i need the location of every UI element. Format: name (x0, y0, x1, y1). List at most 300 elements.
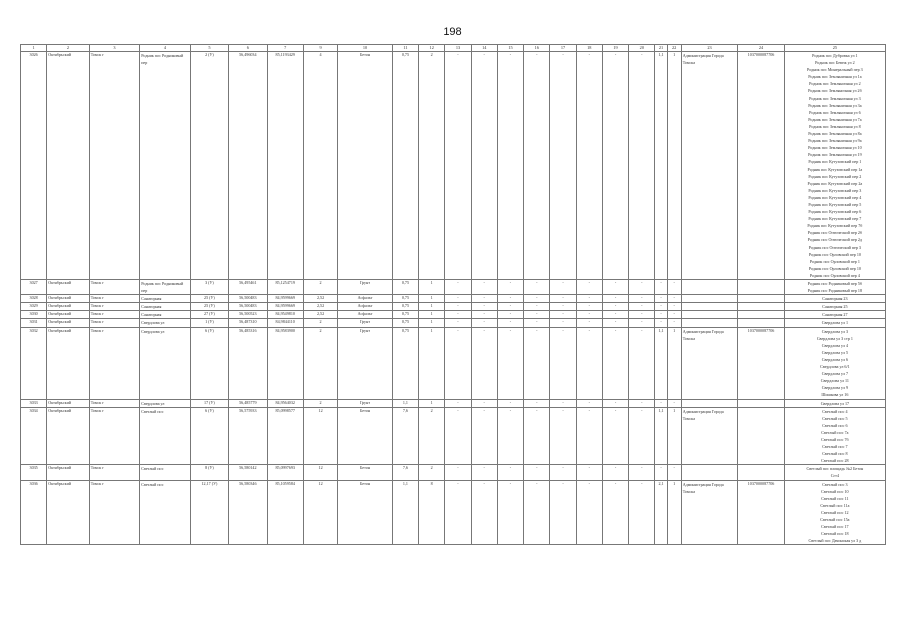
table-cell: Октябрьский (47, 399, 89, 407)
table-cell: Асфальт (338, 311, 393, 319)
table-cell: Родник пос Родниковый пер (140, 52, 191, 280)
column-number-cell: 16 (524, 45, 550, 52)
address-line: Сгт4 (830, 473, 839, 479)
column-number-cell: 4 (140, 45, 191, 52)
address-list-cell (784, 52, 885, 280)
address-line: Свердлова ул 6/1 (820, 364, 850, 370)
table-cell: - (629, 303, 655, 311)
table-cell: Грунт (338, 319, 393, 327)
table-cell: Томск г (89, 295, 140, 303)
address-line: Свердлова ул 1 (821, 320, 849, 326)
address-line: Родник пос Кутузовский пер 5 (808, 201, 862, 207)
address-line: Светлый пос 3 (822, 481, 848, 487)
address-list-cell (784, 327, 885, 399)
table-cell: Асфальт (338, 295, 393, 303)
address-line: Светлый пос 18 (821, 531, 849, 537)
table-cell: - (550, 480, 576, 545)
table-cell: Томск г (89, 407, 140, 465)
table-row (21, 280, 886, 295)
address-line: Родник пос Оптический пер 2б (807, 230, 863, 236)
table-cell: Свердлова ул (140, 327, 191, 399)
table-cell: 56,580142 (229, 465, 267, 480)
column-number-cell: 22 (667, 45, 681, 52)
table-cell: - (524, 52, 550, 280)
address-line: Шишкова ул 16 (821, 392, 849, 398)
table-cell: Томск г (89, 311, 140, 319)
address-list-cell (784, 311, 885, 319)
table-cell: - (629, 280, 655, 295)
table-cell: - (602, 295, 628, 303)
table-cell: 3026 (21, 52, 47, 280)
address-line: Родник пос Орловский пер 1 (809, 258, 860, 264)
table-cell: - (576, 465, 602, 480)
table-cell: 7,6 (392, 465, 418, 480)
table-cell: Октябрьский (47, 480, 89, 545)
address-line: Родник пос Кутузовский пер 2 (808, 173, 862, 179)
table-cell: - (524, 295, 550, 303)
table-cell: - (471, 399, 497, 407)
address-line: Родник пос Земляничная ул 2 (809, 81, 861, 87)
table-cell: - (497, 52, 523, 280)
table-cell (738, 303, 784, 311)
table-cell: - (629, 311, 655, 319)
table-cell: 56,485316 (229, 327, 267, 399)
table-cell: - (471, 465, 497, 480)
address-line: Светлый пос 7 (822, 444, 848, 450)
table-cell: - (471, 327, 497, 399)
address-line: Родник пос Кутузовский пер 6 (808, 209, 862, 215)
table-cell: - (602, 303, 628, 311)
table-cell: 6 (У) (190, 327, 228, 399)
table-cell: - (602, 52, 628, 280)
table-cell: 1037000087706 (738, 327, 784, 399)
table-cell: 7,6 (392, 407, 418, 465)
table-cell: 12 (303, 480, 337, 545)
table-cell: 1 (419, 303, 445, 311)
table-row (21, 465, 886, 480)
table-cell: Свердлова ул (140, 399, 191, 407)
table-cell: Октябрьский (47, 319, 89, 327)
address-line: Свердлова ул 6 (821, 356, 849, 362)
column-number-cell: 6 (229, 45, 267, 52)
address-line: Родник пос Орловский пер 4 (809, 272, 860, 278)
table-cell: 3030 (21, 311, 47, 319)
table-cell (681, 399, 738, 407)
address-line: Родник пос Земляничная ул 9а (808, 138, 862, 144)
address-line: Светлый пос 5 (822, 415, 848, 421)
table-cell: - (655, 399, 667, 407)
table-cell: 8 (У) (190, 465, 228, 480)
address-list-cell (784, 407, 885, 465)
address-line: Свердлова ул 17 (820, 400, 850, 406)
table-cell: 56,500523 (229, 311, 267, 319)
table-row (21, 319, 886, 327)
table-row (21, 311, 886, 319)
column-number-cell: 24 (738, 45, 784, 52)
table-cell: 0,75 (392, 327, 418, 399)
address-line: Светлый пос 8 (822, 451, 848, 457)
address-line: Светлый пос Дачинская ул 3 д (808, 538, 862, 544)
table-cell: - (667, 399, 681, 407)
table-cell: 1 (419, 399, 445, 407)
table-cell: 84,9549810 (267, 311, 303, 319)
table-cell: 1037000087706 (738, 480, 784, 545)
table-cell: 84,9599669 (267, 303, 303, 311)
table-cell: Октябрьский (47, 327, 89, 399)
table-cell: - (550, 295, 576, 303)
table-cell: Октябрьский (47, 303, 89, 311)
table-cell: - (602, 327, 628, 399)
table-cell: - (576, 407, 602, 465)
table-cell: - (497, 280, 523, 295)
table-cell: - (576, 327, 602, 399)
address-line: Санаторная 27 (822, 312, 848, 318)
table-cell: - (524, 303, 550, 311)
table-cell: Октябрьский (47, 52, 89, 280)
column-number-cell: 13 (445, 45, 471, 52)
table-cell: - (602, 480, 628, 545)
address-line: Светлый пос 11а (820, 502, 850, 508)
table-cell: 2,52 (303, 311, 337, 319)
table-cell: 56,575933 (229, 407, 267, 465)
table-cell: 84,9583900 (267, 327, 303, 399)
table-cell: Томск г (89, 52, 140, 280)
table-cell: - (524, 280, 550, 295)
table-cell: Свердлова ул (140, 319, 191, 327)
table-cell: - (445, 480, 471, 545)
column-number-cell: 25 (784, 45, 885, 52)
table-cell (738, 280, 784, 295)
table-cell: - (550, 311, 576, 319)
address-line: Родник пос Кутузовский пер 1а (807, 166, 863, 172)
table-cell: 3027 (21, 280, 47, 295)
table-cell: 85,0998577 (267, 407, 303, 465)
table-cell: Светлый пос (140, 465, 191, 480)
table-cell: 12 (303, 407, 337, 465)
table-cell: 6 (У) (190, 407, 228, 465)
table-cell: 1 (419, 295, 445, 303)
address-line: Светлый пос 12 (821, 509, 849, 515)
table-cell: - (602, 465, 628, 480)
table-cell: 12 (303, 465, 337, 480)
table-cell: 2,1 (655, 480, 667, 545)
table-cell: - (667, 280, 681, 295)
table-cell: - (497, 480, 523, 545)
table-cell: 56,500483 (229, 303, 267, 311)
table-cell: 56,500483 (229, 295, 267, 303)
table-cell: 2 (303, 319, 337, 327)
table-cell: 1,1 (655, 407, 667, 465)
table-cell: - (629, 327, 655, 399)
table-cell: 3031 (21, 319, 47, 327)
address-line: Родник пос Родниковый пер 18 (807, 288, 862, 294)
column-number-cell: 12 (419, 45, 445, 52)
table-cell: 1,1 (655, 52, 667, 280)
table-cell: 2 (419, 465, 445, 480)
table-cell: Томск г (89, 465, 140, 480)
table-cell: 1037000087706 (738, 52, 784, 280)
table-cell (681, 303, 738, 311)
table-cell: 2 (419, 407, 445, 465)
table-cell: 2 (303, 327, 337, 399)
table-cell: 1,1 (392, 399, 418, 407)
table-cell: 1 (667, 407, 681, 465)
table-cell: Санаторная (140, 303, 191, 311)
table-cell: - (524, 311, 550, 319)
address-line: Родник пос Родниковый пер 5б (807, 281, 863, 286)
table-cell: 1 (419, 280, 445, 295)
column-number-cell: 14 (471, 45, 497, 52)
table-cell: 0,75 (392, 295, 418, 303)
table-cell: 12,17 (У) (190, 480, 228, 545)
table-cell: - (667, 295, 681, 303)
table-cell: - (471, 295, 497, 303)
table-cell: 2 (303, 399, 337, 407)
table-cell: - (576, 280, 602, 295)
table-cell: 3035 (21, 465, 47, 480)
address-line: Родник пос Земляничная ул 3а (808, 102, 862, 108)
address-line: Свердлова ул 3 стр 1 (816, 335, 853, 341)
address-line: Родник пос Земляничная ул 7а (808, 116, 862, 122)
table-cell: Томск г (89, 399, 140, 407)
table-cell: 1 (419, 311, 445, 319)
table-cell: - (497, 327, 523, 399)
table-cell: - (629, 295, 655, 303)
table-cell: 85,0997693 (267, 465, 303, 480)
table-cell: - (471, 407, 497, 465)
address-line: Светлый пос 17 (821, 524, 849, 530)
table-cell (681, 465, 738, 480)
table-row (21, 407, 886, 465)
table-cell: - (445, 407, 471, 465)
address-line: Родник пос Кутузовский пер 7б (807, 223, 863, 229)
address-line: Родник пос Земляничная ул 19 (808, 152, 862, 158)
table-cell (738, 465, 784, 480)
address-line: Родник пос Кутузовский пер 2а (807, 180, 863, 186)
table-cell (738, 319, 784, 327)
table-cell: 3028 (21, 295, 47, 303)
table-cell: - (550, 465, 576, 480)
registry-table-body (21, 45, 886, 545)
table-cell: - (602, 311, 628, 319)
table-cell: - (445, 319, 471, 327)
address-line: Свердлова ул 5 (821, 349, 849, 355)
table-cell: - (445, 465, 471, 480)
table-cell: Грунт (338, 280, 393, 295)
table-cell (681, 280, 738, 295)
address-line: Родник пос Минеральный пер 3 (807, 67, 863, 73)
table-cell: 1 (667, 480, 681, 545)
address-line: Родник пос Земляничная ул 10 (808, 145, 862, 151)
table-cell: - (550, 399, 576, 407)
table-cell: - (497, 295, 523, 303)
table-cell: Санаторная (140, 311, 191, 319)
table-cell: - (471, 303, 497, 311)
address-line: Родник пос Кутузовский пер 4 (808, 194, 862, 200)
table-cell: - (445, 327, 471, 399)
table-cell: Администрация Города Томска (681, 52, 738, 280)
table-cell: - (602, 280, 628, 295)
page-number: 198 (443, 26, 462, 38)
table-cell: Грунт (338, 327, 393, 399)
column-number-cell: 1 (21, 45, 47, 52)
table-cell: - (497, 303, 523, 311)
table-cell: 1,1 (655, 327, 667, 399)
table-cell: 0,75 (392, 319, 418, 327)
column-number-cell: 5 (190, 45, 228, 52)
table-cell: 56,580346 (229, 480, 267, 545)
address-list-cell (784, 280, 885, 295)
address-line: Светлый пос 7б (821, 436, 849, 442)
column-number-cell: 23 (681, 45, 738, 52)
column-number-cell: 3 (89, 45, 140, 52)
table-cell: 27 (У) (190, 311, 228, 319)
table-cell: Октябрьский (47, 311, 89, 319)
table-cell: 1 (419, 327, 445, 399)
table-cell: - (655, 295, 667, 303)
table-cell: Администрация Города Томска (681, 407, 738, 465)
table-cell: Томск г (89, 303, 140, 311)
address-list-cell (784, 399, 885, 407)
table-cell: 8 (419, 480, 445, 545)
address-line: Санаторная 23 (822, 296, 848, 302)
table-cell: - (550, 407, 576, 465)
table-cell: Октябрьский (47, 280, 89, 295)
table-cell: - (471, 280, 497, 295)
table-cell: Администрация Города Томска (681, 327, 738, 399)
table-cell: - (524, 407, 550, 465)
table-cell: - (602, 399, 628, 407)
table-cell: Октябрьский (47, 465, 89, 480)
column-number-cell: 19 (602, 45, 628, 52)
column-number-cell: 11 (392, 45, 418, 52)
address-line: Родник пос Земляничная ул 3 (809, 95, 861, 101)
column-number-row (21, 45, 886, 52)
table-cell: - (667, 465, 681, 480)
table-cell: 1 (У) (190, 319, 228, 327)
table-cell: - (445, 399, 471, 407)
table-cell: Родник пос Родниковый пер (140, 280, 191, 295)
address-line: Родник пос Земляничная ул 8 (809, 123, 861, 129)
column-number-cell: 20 (629, 45, 655, 52)
table-cell: 2 (303, 280, 337, 295)
column-number-cell: 2 (47, 45, 89, 52)
table-cell: - (629, 399, 655, 407)
table-cell: - (524, 465, 550, 480)
table-cell: - (602, 407, 628, 465)
table-cell: - (576, 319, 602, 327)
table-cell: - (471, 319, 497, 327)
table-cell: 56,495461 (229, 280, 267, 295)
address-line: Родник пос Земляничная ул 8а (808, 131, 862, 137)
table-row (21, 399, 886, 407)
address-list-cell (784, 319, 885, 327)
address-line: Свердлова ул 9 (821, 385, 849, 391)
address-line: Светлый пос 6 (822, 422, 848, 428)
table-cell: Томск г (89, 319, 140, 327)
table-cell: Томск г (89, 327, 140, 399)
column-number-cell: 18 (576, 45, 602, 52)
address-line: Свердлова ул 7 (821, 371, 849, 377)
table-cell: Октябрьский (47, 407, 89, 465)
table-cell: - (497, 399, 523, 407)
address-line: Светлый пос 15а (820, 517, 850, 522)
table-cell (681, 295, 738, 303)
table-cell: Томск г (89, 480, 140, 545)
table-cell: Бетон (338, 465, 393, 480)
table-cell: - (629, 480, 655, 545)
address-line: Свердлова ул 3 (821, 328, 849, 334)
table-cell: 3033 (21, 399, 47, 407)
table-cell: - (550, 303, 576, 311)
table-cell: Санаторная (140, 295, 191, 303)
table-cell: 1,1 (392, 480, 418, 545)
address-line: Родник пос Орловский пер 10 (808, 251, 861, 257)
table-cell: - (655, 311, 667, 319)
address-list-cell (784, 295, 885, 303)
table-cell: 84,9844110 (267, 319, 303, 327)
table-cell: - (497, 311, 523, 319)
table-cell: - (524, 327, 550, 399)
table-cell: - (445, 311, 471, 319)
table-cell: - (655, 465, 667, 480)
registry-table-container (20, 44, 886, 545)
table-row (21, 327, 886, 399)
table-cell: Светлый пос (140, 407, 191, 465)
table-cell: - (655, 280, 667, 295)
table-cell: 25 (У) (190, 303, 228, 311)
table-cell: - (576, 295, 602, 303)
address-line: Родник пос Кутузовский пер 7 (808, 216, 862, 222)
table-cell: Администрация Города Томска (681, 480, 738, 545)
table-cell: - (629, 319, 655, 327)
table-cell: 3036 (21, 480, 47, 545)
table-cell: - (471, 480, 497, 545)
address-line: Родник пос Кутузовский пер 3 (808, 187, 862, 193)
table-cell: 2 (419, 52, 445, 280)
address-line: Санаторная 25 (822, 304, 848, 310)
table-cell: - (471, 52, 497, 280)
table-cell: 84,9564032 (267, 399, 303, 407)
table-cell: 0,75 (392, 52, 418, 280)
table-cell (738, 295, 784, 303)
table-cell: 0,75 (392, 311, 418, 319)
table-cell: 3029 (21, 303, 47, 311)
address-line: Светлый пос площадь №2 Бетон (806, 466, 864, 472)
table-cell: - (445, 303, 471, 311)
table-cell: 85,1254719 (267, 280, 303, 295)
table-cell: - (576, 52, 602, 280)
table-cell: Бетон (338, 480, 393, 545)
table-cell (681, 319, 738, 327)
column-number-cell: 15 (497, 45, 523, 52)
column-number-cell: 9 (303, 45, 337, 52)
column-number-cell: 17 (550, 45, 576, 52)
address-list-cell (784, 303, 885, 311)
table-cell (738, 399, 784, 407)
table-cell: - (667, 311, 681, 319)
table-cell: 56,485779 (229, 399, 267, 407)
table-cell: 84,9599669 (267, 295, 303, 303)
address-line: Светлый пос 10 (821, 488, 849, 494)
table-cell: 4 (303, 52, 337, 280)
column-number-cell: 7 (267, 45, 303, 52)
table-cell: - (471, 311, 497, 319)
table-cell: - (667, 303, 681, 311)
table-cell: - (497, 407, 523, 465)
address-line: Родник пос Кутузовский пер 1 (808, 159, 862, 165)
table-cell: Грунт (338, 399, 393, 407)
